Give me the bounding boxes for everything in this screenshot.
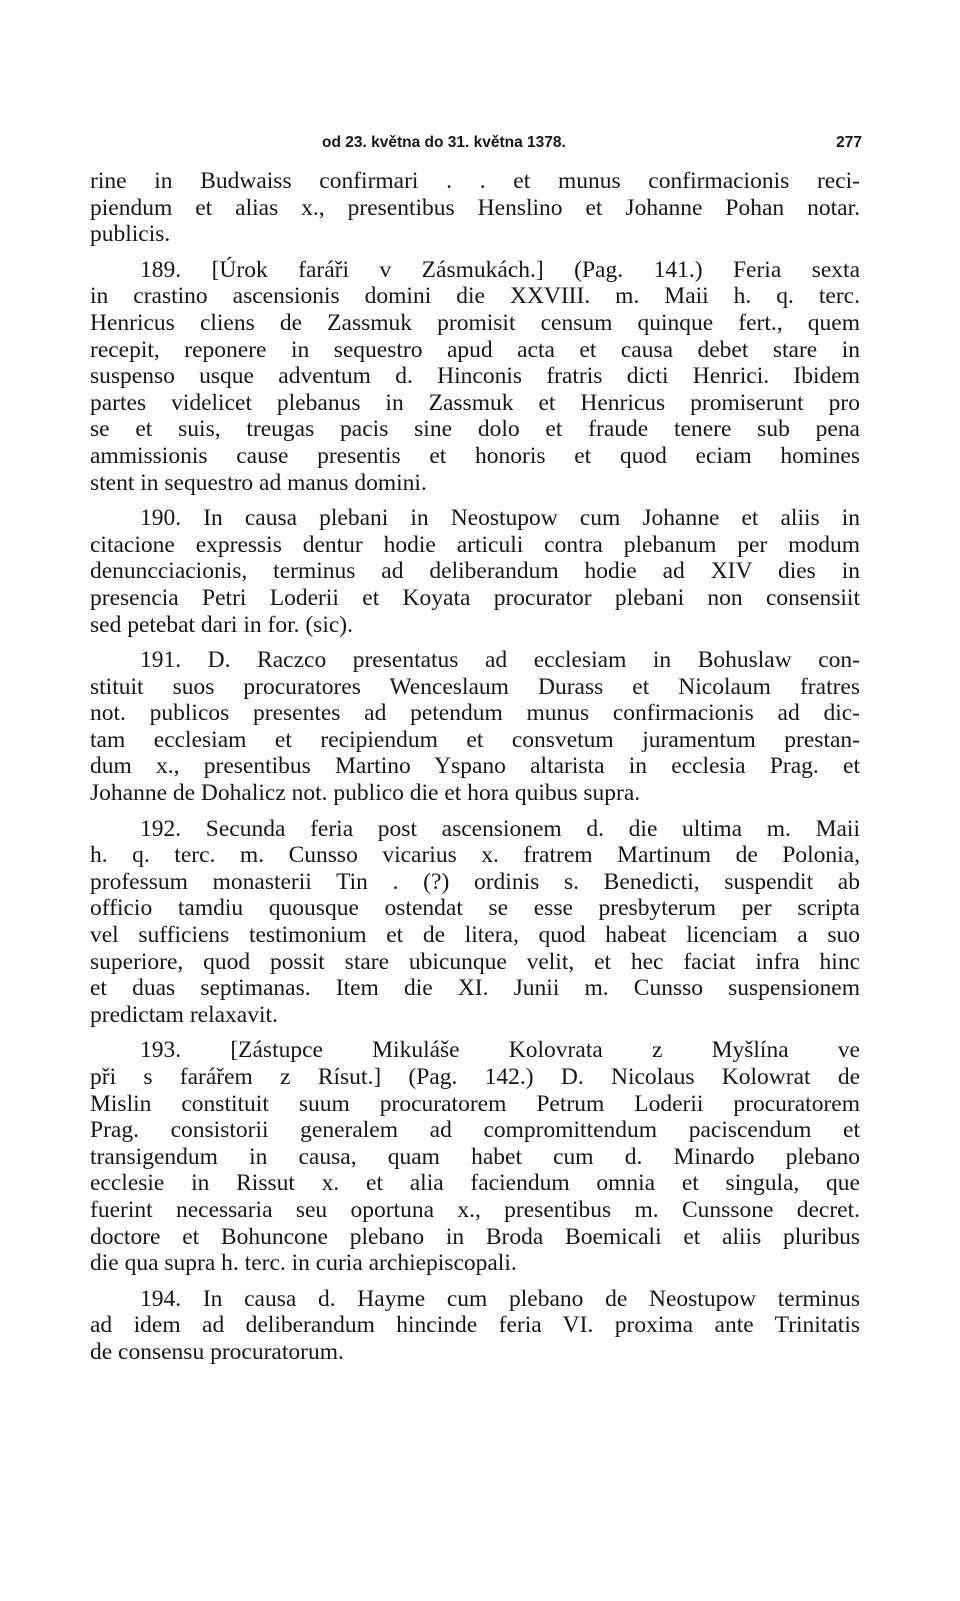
text-line: 191. D. Raczco presentatus ad ecclesiam in Bohuslaw con-	[140, 647, 860, 674]
paragraph	[90, 1286, 860, 1366]
text-line: dum x., presentibus Martino Yspano altarista in ecclesia Prag. et	[90, 753, 860, 780]
paragraph-gap	[90, 248, 860, 257]
paragraph	[90, 816, 860, 1029]
text-line: tam ecclesiam et recipiendum et consvetum juramentum prestan-	[90, 726, 860, 753]
text-line: piendum et alias x., presentibus Henslino et Johanne Pohan notar.	[90, 194, 860, 221]
text-line: de consensu procuratorum.	[90, 1338, 344, 1365]
paragraph	[90, 1037, 860, 1276]
text-line: se et suis, treugas pacis sine dolo et fraude tenere sub pena	[90, 416, 860, 443]
text-line: Prag. consistorii generalem ad compromittendum paciscendum et	[90, 1117, 860, 1144]
text-line: 190. In causa plebani in Neostupow cum Johanne et aliis in	[140, 505, 860, 532]
paragraph	[90, 168, 860, 248]
text-line: vel sufficiens testimonium et de litera, quod habeat licenciam a suo	[90, 922, 860, 949]
text-line: die qua supra h. terc. in curia archiepiscopali.	[90, 1250, 517, 1277]
text-line: 194. In causa d. Hayme cum plebano de Neostupow terminus	[140, 1285, 860, 1312]
text-line: et duas septimanas. Item die XI. Junii m. Cunsso suspensionem	[90, 975, 860, 1002]
text-line: stituit suos procuratores Wenceslaum Durass et Nicolaum fratres	[90, 673, 860, 700]
paragraph-gap	[90, 807, 860, 816]
paragraph	[90, 647, 860, 807]
text-line: presencia Petri Loderii et Koyata procurator plebani non consensiit	[90, 584, 860, 611]
text-line: ecclesie in Rissut x. et alia faciendum omnia et singula, que	[90, 1170, 860, 1197]
paragraph-gap	[90, 1277, 860, 1286]
text-line: professum monasterii Tin . (?) ordinis s. Benedicti, suspendit ab	[90, 868, 860, 895]
text-line: sed petebat dari in for. (sic).	[90, 611, 353, 638]
text-line: transigendum in causa, quam habet cum d. Minardo plebano	[90, 1143, 860, 1170]
paragraph-gap	[90, 496, 860, 505]
paragraph-gap	[90, 638, 860, 647]
text-line: officio tamdiu quousque ostendat se esse presbyterum per scripta	[90, 895, 860, 922]
text-line: h. q. terc. m. Cunsso vicarius x. fratrem Martinum de Polonia,	[90, 842, 860, 869]
text-line: partes videlicet plebanus in Zassmuk et Henricus promiserunt pro	[90, 389, 860, 416]
text-line: predictam relaxavit.	[90, 1001, 278, 1028]
text-line: doctore et Bohuncone plebano in Broda Boemicali et aliis pluribus	[90, 1223, 860, 1250]
text-line: citacione expressis dentur hodie articuli contra plebanum per modum	[90, 531, 860, 558]
paragraph	[90, 257, 860, 496]
text-line: 192. Secunda feria post ascensionem d. die ultima m. Maii	[140, 815, 860, 842]
text-line: Henricus cliens de Zassmuk promisit censum quinque fert., quem	[90, 309, 860, 336]
text-line: publicis.	[90, 221, 171, 248]
text-line: stent in sequestro ad manus domini.	[90, 469, 427, 496]
text-line: rine in Budwaiss confirmari . . et munus confirmacionis reci-	[90, 168, 860, 194]
text-line: Johanne de Dohalicz not. publico die et hora quibus supra.	[90, 780, 641, 807]
text-line: ammissionis cause presentis et honoris et quod eciam homines	[90, 442, 860, 469]
text-line: fuerint necessaria seu oportuna x., presentibus m. Cunssone decret.	[90, 1196, 860, 1223]
text-line: 189. [Úrok faráři v Zásmukách.] (Pag. 141.) Feria sexta	[140, 256, 860, 283]
page-number: 277	[836, 134, 862, 151]
document-body	[90, 168, 860, 1366]
paragraph-gap	[90, 1028, 860, 1037]
text-line: superiore, quod possit stare ubicunque velit, et hec faciat infra hinc	[90, 948, 860, 975]
running-head	[92, 134, 862, 158]
text-line: ad idem ad deliberandum hincinde feria VI. proxima ante Trinitatis	[90, 1312, 860, 1339]
text-line: Mislin constituit suum procuratorem Petrum Loderii procuratorem	[90, 1090, 860, 1117]
text-line: 193. [Zástupce Mikuláše Kolovrata z Myšlína ve	[140, 1037, 860, 1064]
text-line: in crastino ascensionis domini die XXVIII. m. Maii h. q. terc.	[90, 283, 860, 310]
text-line: not. publicos presentes ad petendum munus confirmacionis ad dic-	[90, 700, 860, 727]
text-line: při s farářem z Rísut.] (Pag. 142.) D. Nicolaus Kolowrat de	[90, 1064, 860, 1090]
paragraph	[90, 505, 860, 638]
text-line: suspenso usque adventum d. Hinconis fratris dicti Henrici. Ibidem	[90, 363, 860, 390]
running-head-title: od 23. května do 31. května 1378.	[322, 134, 566, 151]
text-line: recepit, reponere in sequestro apud acta et causa debet stare in	[90, 336, 860, 363]
text-line: denuncciacionis, terminus ad deliberandum hodie ad XIV dies in	[90, 558, 860, 585]
